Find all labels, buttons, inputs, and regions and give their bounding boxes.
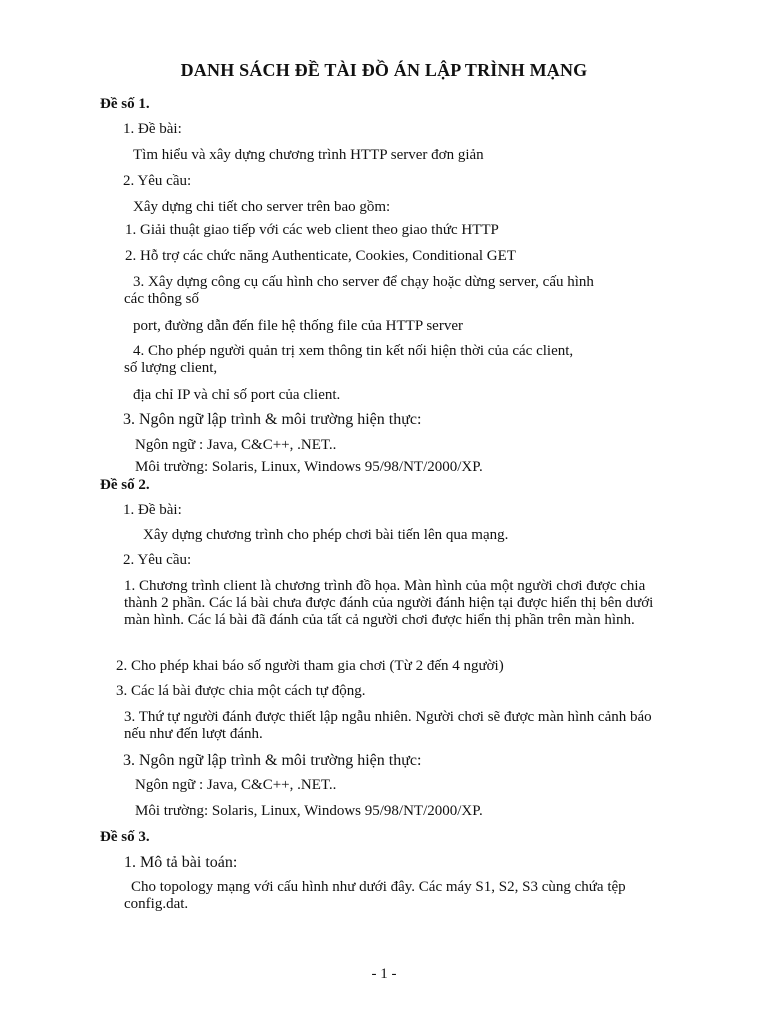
topic-2-requirement-1: 1. Chương trình client là chương trình đồ họa. Màn hình của một người chơi được chia thành 2 phần. Các lá bài chưa được đánh của người đánh hiện tại được hiển thị bên dưới màn hình. Các lá bài đã đánh của tất cả người chơi được hiển thị phần trên màn hình. bbox=[124, 578, 654, 628]
topic-1-requirement-3-line-2: các thông số bbox=[124, 291, 199, 307]
topic-1-section-1-label: 1. Đề bài: bbox=[123, 121, 182, 137]
topic-2-language: Ngôn ngữ : Java, C&C++, .NET.. bbox=[135, 777, 337, 793]
topic-1-requirement-4-line-3: địa chỉ IP và chỉ số port của client. bbox=[133, 387, 341, 403]
topic-1-requirements-intro: Xây dựng chi tiết cho server trên bao gồm: bbox=[133, 199, 391, 215]
topic-1-requirement-4-line-1: 4. Cho phép người quản trị xem thông tin kết nối hiện thời của các client, bbox=[133, 343, 574, 359]
topic-1-requirement-3-line-3: port, đường dẫn đến file hệ thống file của HTTP server bbox=[133, 318, 463, 334]
topic-2-requirement-4: 3. Thứ tự người đánh được thiết lập ngẫu nhiên. Người chơi sẽ được màn hình cảnh báo nếu như đến lượt đánh. bbox=[124, 709, 652, 742]
topic-1-heading: Đề số 1. bbox=[100, 96, 150, 112]
page-number: - 1 - bbox=[371, 966, 397, 982]
document-title: DANH SÁCH ĐỀ TÀI ĐỒ ÁN LẬP TRÌNH MẠNG bbox=[180, 60, 588, 80]
topic-1-requirement-4-line-2: số lượng client, bbox=[124, 360, 218, 376]
topic-2-heading: Đề số 2. bbox=[100, 477, 150, 493]
topic-3-heading: Đề số 3. bbox=[100, 829, 150, 845]
topic-2-section-3-label: 3. Ngôn ngữ lập trình & môi trường hiện thực: bbox=[123, 752, 422, 769]
topic-1-language: Ngôn ngữ : Java, C&C++, .NET.. bbox=[135, 437, 337, 453]
topic-2-requirement-3: 3. Các lá bài được chia một cách tự động. bbox=[116, 683, 366, 699]
topic-1-section-2-label: 2. Yêu cầu: bbox=[123, 173, 192, 189]
topic-3-description: Cho topology mạng với cấu hình như dưới đây. Các máy S1, S2, S3 cùng chứa tệp config.dat. bbox=[124, 879, 626, 912]
topic-1-environment: Môi trường: Solaris, Linux, Windows 95/98/NT/2000/XP. bbox=[135, 459, 483, 475]
topic-1-requirement-1: 1. Giải thuật giao tiếp với các web client theo giao thức HTTP bbox=[125, 222, 499, 238]
topic-1-requirement-3-line-1: 3. Xây dựng công cụ cấu hình cho server để chạy hoặc dừng server, cấu hình bbox=[133, 274, 594, 290]
topic-2-environment: Môi trường: Solaris, Linux, Windows 95/98/NT/2000/XP. bbox=[135, 803, 483, 819]
topic-2-section-1-label: 1. Đề bài: bbox=[123, 502, 182, 518]
topic-2-section-2-label: 2. Yêu cầu: bbox=[123, 552, 192, 568]
topic-1-requirement-2: 2. Hỗ trợ các chức năng Authenticate, Cookies, Conditional GET bbox=[125, 248, 516, 264]
topic-2-requirement-2: 2. Cho phép khai báo số người tham gia chơi (Từ 2 đến 4 người) bbox=[116, 658, 504, 674]
topic-3-section-1-label: 1. Mô tả bài toán: bbox=[124, 854, 238, 871]
topic-1-section-3-label: 3. Ngôn ngữ lập trình & môi trường hiện thực: bbox=[123, 411, 422, 428]
topic-1-description: Tìm hiểu và xây dựng chương trình HTTP server đơn giản bbox=[133, 147, 484, 163]
topic-2-description: Xây dựng chương trình cho phép chơi bài tiến lên qua mạng. bbox=[143, 527, 509, 543]
